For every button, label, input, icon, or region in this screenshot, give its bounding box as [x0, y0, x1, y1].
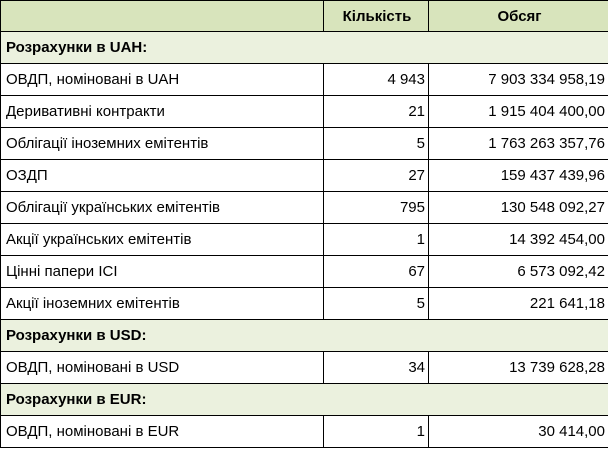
table-row	[1, 256, 608, 288]
instrument-name: Акції іноземних емітентів	[1, 288, 324, 320]
instrument-name: Облігації іноземних емітентів	[1, 128, 324, 160]
volume-value: 221 641,18	[429, 288, 608, 320]
volume-value: 1 763 263 357,76	[429, 128, 608, 160]
header-volume-cell: Обсяг	[429, 1, 608, 32]
quantity-value: 34	[324, 352, 429, 384]
quantity-value: 5	[324, 128, 429, 160]
table-row	[1, 160, 608, 192]
table-row	[1, 96, 608, 128]
header-quantity-cell: Кількість	[324, 1, 429, 32]
table-row	[1, 128, 608, 160]
volume-value: 7 903 334 958,19	[429, 64, 608, 96]
quantity-value: 67	[324, 256, 429, 288]
quantity-value: 1	[324, 224, 429, 256]
section-title: Розрахунки в UAH:	[1, 32, 608, 64]
volume-value: 14 392 454,00	[429, 224, 608, 256]
section-row-usd	[1, 320, 608, 352]
quantity-value: 4 943	[324, 64, 429, 96]
instrument-name: Облігації українських емітентів	[1, 192, 324, 224]
instrument-name: Акції українських емітентів	[1, 224, 324, 256]
table-row	[1, 64, 608, 96]
instrument-name: ОВДП, номіновані в EUR	[1, 416, 324, 448]
section-title: Розрахунки в EUR:	[1, 384, 608, 416]
instrument-name: ОЗДП	[1, 160, 324, 192]
section-title: Розрахунки в USD:	[1, 320, 608, 352]
table-row	[1, 352, 608, 384]
volume-value: 6 573 092,42	[429, 256, 608, 288]
section-row-eur	[1, 384, 608, 416]
instrument-name: Цінні папери ІСІ	[1, 256, 324, 288]
volume-value: 1 915 404 400,00	[429, 96, 608, 128]
header-row	[1, 1, 608, 32]
table-row	[1, 192, 608, 224]
quantity-value: 21	[324, 96, 429, 128]
volume-value: 159 437 439,96	[429, 160, 608, 192]
volume-value: 13 739 628,28	[429, 352, 608, 384]
section-row-uah	[1, 32, 608, 64]
table-row	[1, 416, 608, 448]
quantity-value: 5	[324, 288, 429, 320]
volume-value: 130 548 092,27	[429, 192, 608, 224]
table-row	[1, 288, 608, 320]
instrument-name: ОВДП, номіновані в USD	[1, 352, 324, 384]
instrument-name: Деривативні контракти	[1, 96, 324, 128]
quantity-value: 27	[324, 160, 429, 192]
instrument-name: ОВДП, номіновані в UAH	[1, 64, 324, 96]
header-name-cell	[1, 1, 324, 32]
quantity-value: 1	[324, 416, 429, 448]
quantity-value: 795	[324, 192, 429, 224]
volume-value: 30 414,00	[429, 416, 608, 448]
table-row	[1, 224, 608, 256]
